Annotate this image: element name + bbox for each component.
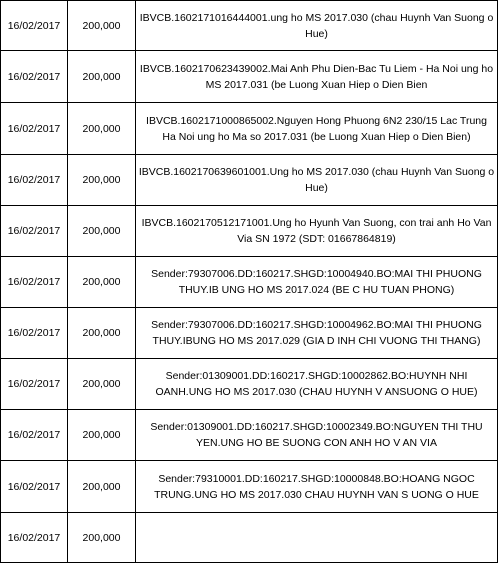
date-cell[interactable]: 16/02/2017 <box>1 103 68 155</box>
table-row <box>1 257 498 308</box>
date-cell[interactable]: 16/02/2017 <box>1 308 68 359</box>
amount-cell[interactable]: 200,000 <box>68 103 136 155</box>
description-cell[interactable]: Sender:79307006.DD:160217.SHGD:10004962.BO:MAI THI PHUONG THUY.IBUNG HO MS 2017.029 (GIA D INH CHI VUONG THI THANG) <box>136 308 498 359</box>
amount-cell[interactable]: 200,000 <box>68 206 136 257</box>
description-cell[interactable] <box>136 513 498 563</box>
amount-cell[interactable]: 200,000 <box>68 257 136 308</box>
amount-cell[interactable]: 200,000 <box>68 51 136 103</box>
date-cell[interactable]: 16/02/2017 <box>1 359 68 410</box>
amount-cell[interactable]: 200,000 <box>68 461 136 513</box>
amount-cell[interactable]: 200,000 <box>68 410 136 461</box>
description-cell[interactable]: IBVCB.1602170512171001.Ung ho Hyunh Van Suong, con trai anh Ho Van Via SN 1972 (SDT: 01667864819) <box>136 206 498 257</box>
date-cell[interactable]: 16/02/2017 <box>1 51 68 103</box>
table-row <box>1 155 498 206</box>
description-cell[interactable]: Sender:01309001.DD:160217.SHGD:10002349.BO:NGUYEN THI THU YEN.UNG HO BE SUONG CON ANH HO V AN VIA <box>136 410 498 461</box>
table-row <box>1 513 498 563</box>
date-cell[interactable]: 16/02/2017 <box>1 513 68 563</box>
date-cell[interactable]: 16/02/2017 <box>1 461 68 513</box>
date-cell[interactable]: 16/02/2017 <box>1 1 68 51</box>
description-cell[interactable]: Sender:79307006.DD:160217.SHGD:10004940.BO:MAI THI PHUONG THUY.IB UNG HO MS 2017.024 (BE C HU TUAN PHONG) <box>136 257 498 308</box>
description-cell[interactable]: IBVCB.1602170623439002.Mai Anh Phu Dien-Bac Tu Liem - Ha Noi ung ho MS 2017.031 (be Luong Xuan Hiep o Dien Bien <box>136 51 498 103</box>
amount-cell[interactable]: 200,000 <box>68 308 136 359</box>
description-cell[interactable]: IBVCB.1602171016444001.ung ho MS 2017.030 (chau Huynh Van Suong o Hue) <box>136 1 498 51</box>
table-row <box>1 103 498 155</box>
description-cell[interactable]: Sender:79310001.DD:160217.SHGD:10000848.BO:HOANG NGOC TRUNG.UNG HO MS 2017.030 CHAU HUYNH VAN S UONG O HUE <box>136 461 498 513</box>
date-cell[interactable]: 16/02/2017 <box>1 410 68 461</box>
table-row <box>1 308 498 359</box>
table-row <box>1 51 498 103</box>
date-cell[interactable]: 16/02/2017 <box>1 155 68 206</box>
date-cell[interactable]: 16/02/2017 <box>1 206 68 257</box>
table-row <box>1 461 498 513</box>
amount-cell[interactable]: 200,000 <box>68 155 136 206</box>
table-row <box>1 1 498 51</box>
description-cell[interactable]: Sender:01309001.DD:160217.SHGD:10002862.BO:HUYNH NHI OANH.UNG HO MS 2017.030 (CHAU HUYNH V ANSUONG O HUE) <box>136 359 498 410</box>
description-cell[interactable]: IBVCB.1602170639601001.Ung ho MS 2017.030 (chau Huynh Van Suong o Hue) <box>136 155 498 206</box>
table-row <box>1 206 498 257</box>
amount-cell[interactable]: 200,000 <box>68 1 136 51</box>
amount-cell[interactable]: 200,000 <box>68 513 136 563</box>
amount-cell[interactable]: 200,000 <box>68 359 136 410</box>
table-row <box>1 410 498 461</box>
date-cell[interactable]: 16/02/2017 <box>1 257 68 308</box>
description-cell[interactable]: IBVCB.1602171000865002.Nguyen Hong Phuong 6N2 230/15 Lac Trung Ha Noi ung ho Ma so 2017.031 (be Luong Xuan Hiep o Dien Bien) <box>136 103 498 155</box>
table-row <box>1 359 498 410</box>
